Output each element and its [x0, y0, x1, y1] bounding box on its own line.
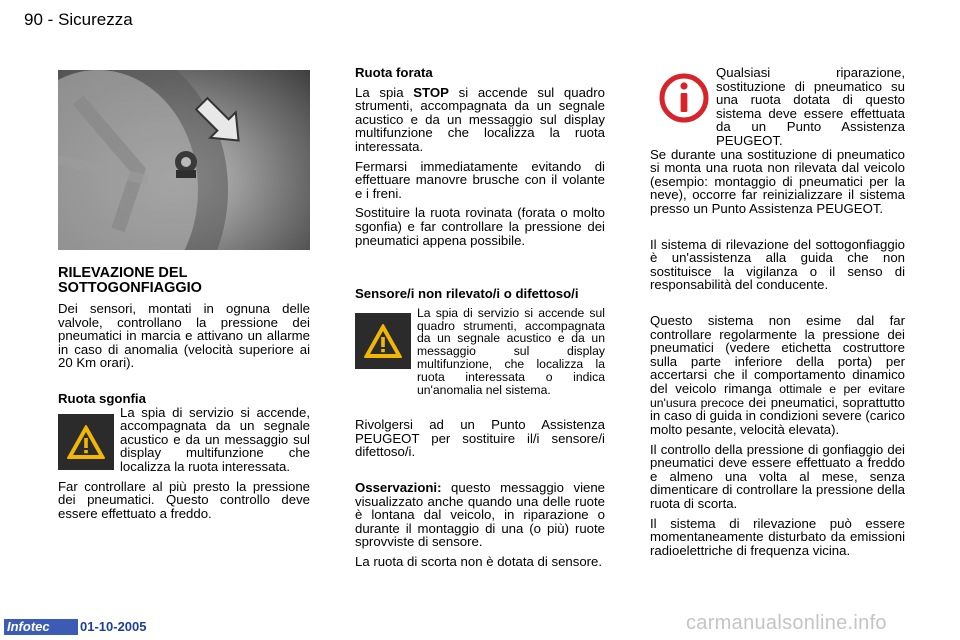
- arrow-icon: [58, 70, 310, 250]
- section-name: Sicurezza: [58, 10, 133, 29]
- watermark: carmanualsonline.info: [686, 612, 887, 634]
- observations-paragraph: [355, 481, 605, 549]
- tire-valve-photo: [58, 70, 310, 250]
- puncture-paragraph-2: Fermarsi immediatamente evitando di effettuare manovre brusche con il volante e i freni.: [355, 158, 605, 201]
- warning-triangle-icon: [58, 414, 114, 470]
- p3-part-a: Questo sistema non esime dal far controllare regolarmente la pressione dei pneumatici (vedere etichetta costruttore sulla parte inferiore della porta) per accertarsi che il comportamento dinamico del veicolo rimanga: [650, 312, 905, 396]
- header-separator: -: [47, 10, 54, 29]
- stop-label: STOP: [413, 84, 449, 100]
- observations-label: Osservazioni:: [355, 480, 442, 496]
- punct-prefix: La spia: [355, 84, 414, 100]
- flat-warning-text: La spia di servizio si accende, accompagnata da un segnale acustico e da un messaggio sul display multifunzione che localizza la ruota interessata.: [120, 404, 310, 474]
- info-text: Qualsiasi riparazione, sostituzione di pneumatico su una ruota dotata di questo sistema deve essere effettuata da un Punto Assistenza PEUGEOT.: [716, 65, 905, 148]
- infotec-logo: Infotec: [4, 619, 78, 635]
- sensor-paragraph-2: Rivolgersi ad un Punto Assistenza PEUGEOT per sostituire il/i sensore/i difettoso/i.: [355, 417, 605, 460]
- middle-column: [355, 66, 605, 569]
- sensor-title: Sensore/i non rilevato/i o difettoso/i: [355, 286, 579, 302]
- left-column: [58, 70, 310, 520]
- page-header: [24, 10, 133, 30]
- sensor-warning-text: La spia di servizio si accende sul quadro strumenti, accompagnata da un segnale acustico e da un messaggio sul display multifunzione, che localizza la ruota interessata o indica un'anomalia nel sistema.: [417, 305, 605, 397]
- puncture-paragraph-1: [355, 86, 605, 154]
- right-paragraph-2: Il sistema di rilevazione del sottogonfiaggio è un'assistenza alla guida che non sostituisce la vigilanza o il senso di responsabilità del conducente.: [650, 236, 905, 293]
- right-paragraph-1: Se durante una sostituzione di pneumatico si monta una ruota non rilevata dal veicolo (esempio: montaggio di pneumatici per la neve), occorre far reinizializzare il sistema presso un Punto Assistenza PEUGEOT.: [650, 146, 905, 216]
- p3-part-b: ottimale e per evitare un'usura precoce: [650, 381, 906, 410]
- flat-tire-title: Ruota sgonfia: [58, 390, 146, 406]
- spare-wheel-paragraph: La ruota di scorta non è dotata di sensore.: [355, 554, 603, 570]
- observations-text: questo messaggio viene visualizzato anche quando una delle ruote è lontana dal veicolo, in riparazione o durante il montaggio di una (o più) ruote sprovviste di sensore.: [355, 480, 605, 550]
- puncture-paragraph-3: Sostituire la ruota rovinata (forata o molto sgonfia) e far controllare la pressione dei pneumatici appena possibile.: [355, 205, 605, 248]
- warning-triangle-icon: [355, 313, 411, 369]
- p3-part-c: dei pneumatici, soprattutto in caso di guida in condizioni severe (carico molto pesante, velocità elevata).: [650, 394, 905, 438]
- puncture-title: Ruota forata: [355, 65, 433, 80]
- sensor-warning-block: [355, 307, 605, 397]
- page-number: 90: [24, 10, 43, 29]
- title-line-1: RILEVAZIONE DEL: [58, 265, 188, 281]
- title-line-2: SOTTOGONFIAGGIO: [58, 280, 202, 296]
- right-paragraph-4: Il controllo della pressione di gonfiaggio dei pneumatici deve essere effettuato a freddo e almeno una volta al mese, senza dimenticare di controllare la pressione della ruota di scorta.: [650, 441, 905, 512]
- footer-date: 01-10-2005: [80, 619, 147, 634]
- right-column: [650, 66, 905, 557]
- intro-paragraph: Dei sensori, montati in ognuna delle valvole, controllano la pressione dei pneumatici in marcia e attivano un allarme in caso di anomalia (velocità superiore ai 20 Km orari).: [58, 301, 310, 371]
- flat-after-paragraph: Far controllare al più presto la pressione dei pneumatici. Questo controllo deve essere effettuato a freddo.: [58, 478, 310, 521]
- punct-rest: si accende sul quadro strumenti, accompagnata da un segnale acustico e da un messaggio sul display multifunzione che localizza la ruota interessata.: [355, 84, 605, 154]
- right-paragraph-3: [650, 314, 905, 437]
- right-paragraph-5: Il sistema di rilevazione può essere momentaneamente disturbato da emissioni radioelettriche di frequenza vicina.: [650, 515, 905, 558]
- section-title: [58, 266, 310, 296]
- info-block: [650, 66, 905, 148]
- flat-warning-block: [58, 406, 310, 474]
- info-circle-icon: [658, 72, 710, 124]
